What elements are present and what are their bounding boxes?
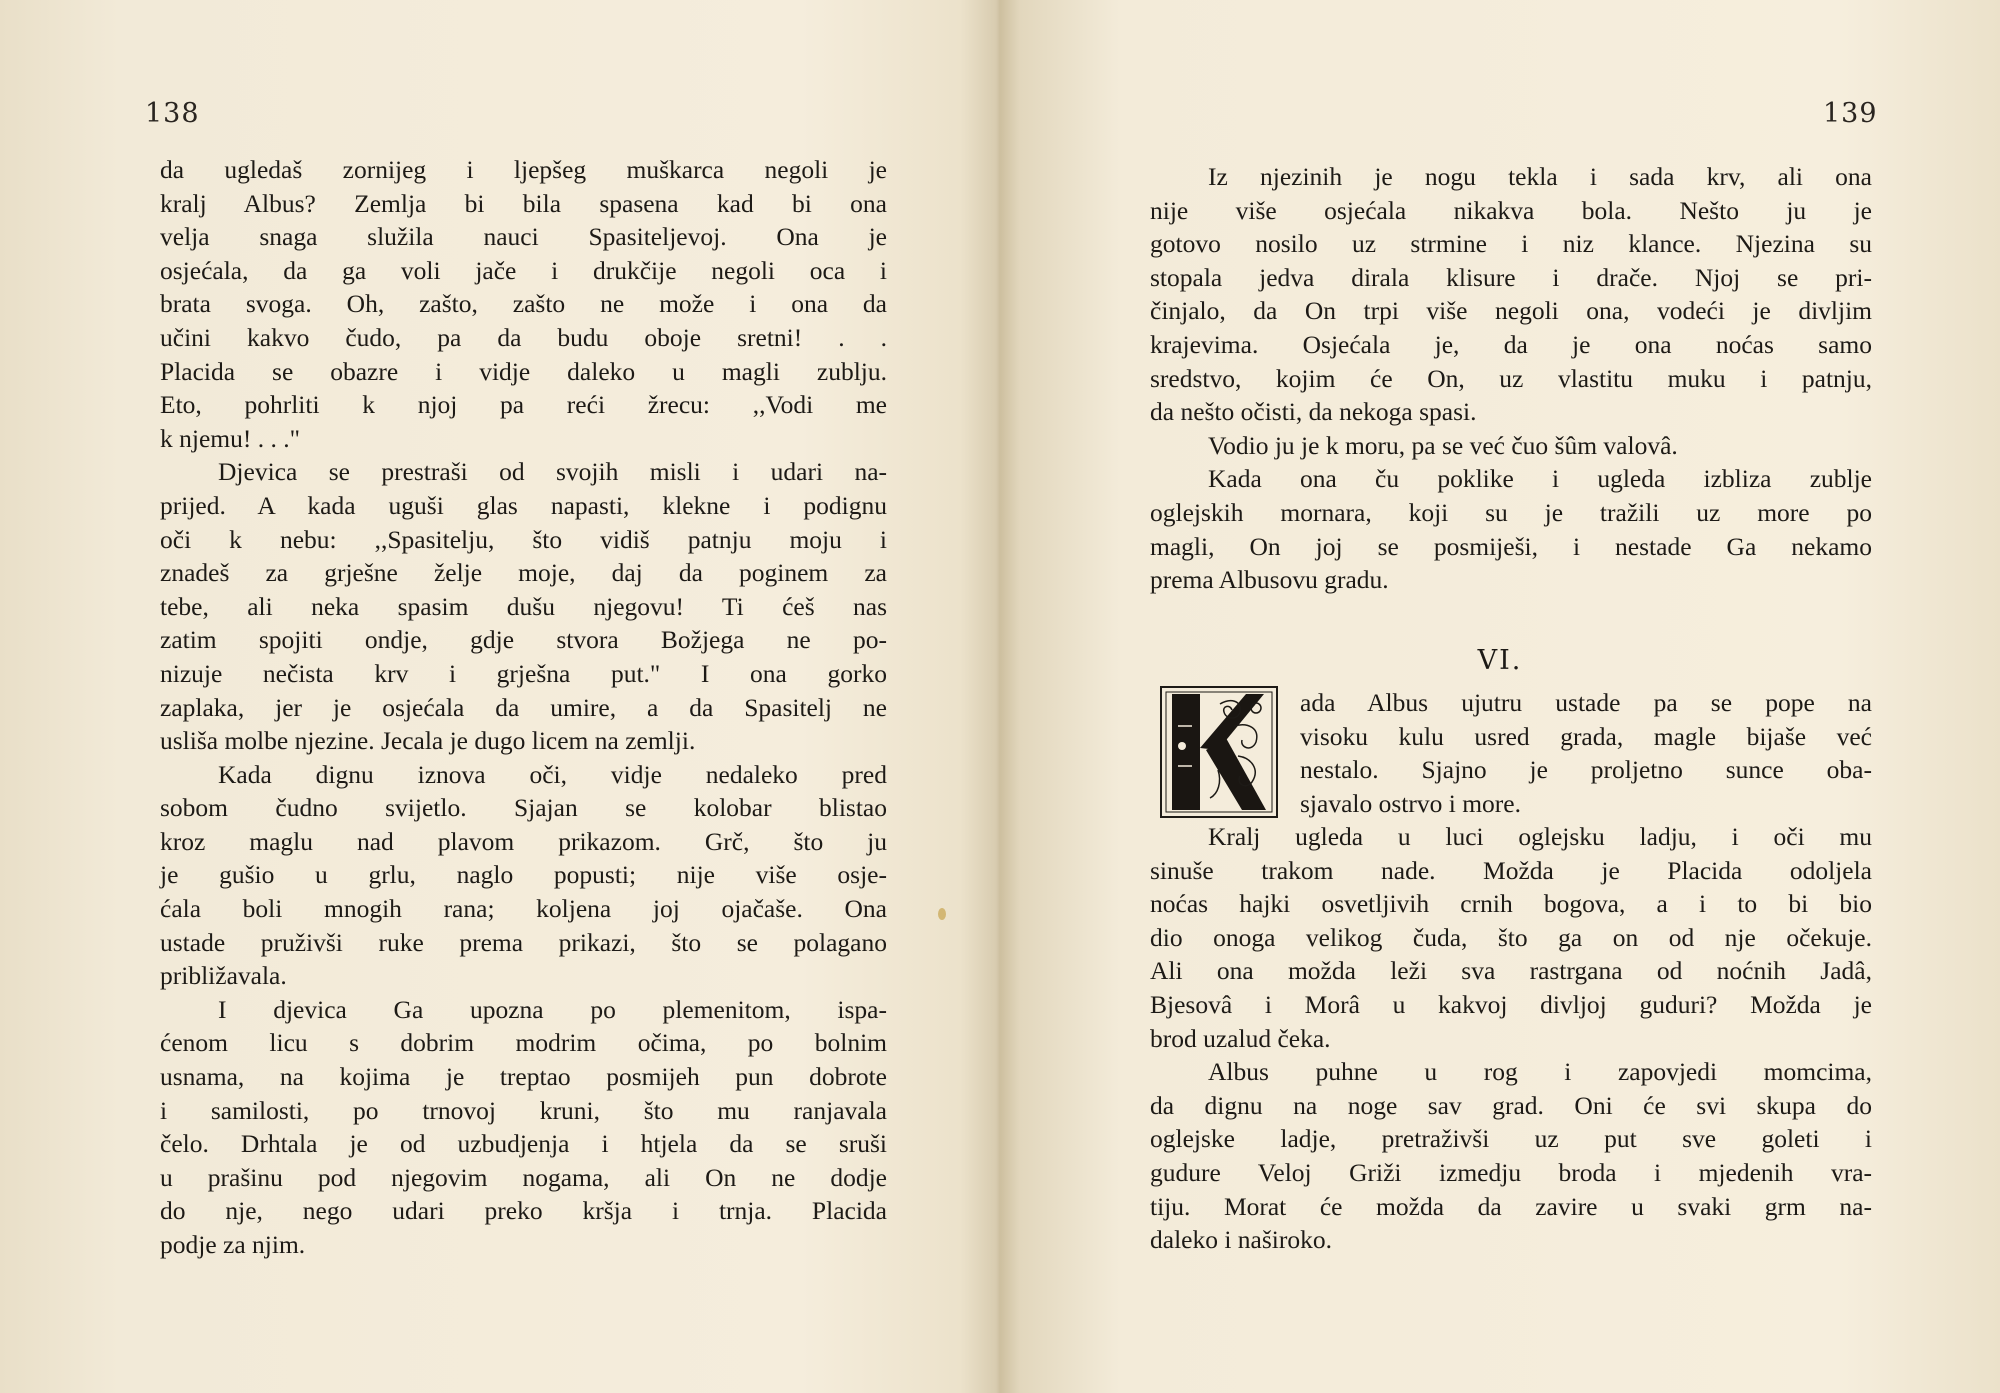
text-line: Albus puhne u rog i zapovjedi momcima, <box>1208 1057 1872 1087</box>
text-line: usnama, na kojima je treptao posmijeh pun dobrote <box>160 1062 887 1092</box>
text-line: nije više osjećala nikakva bola. Nešto ju je <box>1150 195 1872 225</box>
text-line: sobom čudno svijetlo. Sjajan se kolobar blistao <box>160 793 887 823</box>
text-line: Kada ona ču poklike i ugleda izbliza zublje <box>1208 464 1872 494</box>
text-line: sredstvo, kojim će On, uz vlastitu muku i patnju, <box>1150 363 1872 393</box>
text-line: činjalo, da On trpi više negoli ona, vodeći je divljim <box>1150 296 1872 326</box>
text-line: čelo. Drhtala je od uzbudjenja i htjela da se sruši <box>160 1129 887 1159</box>
text-line: gudure Veloj Griži izmedju broda i mjedenih vra- <box>1150 1157 1872 1187</box>
text-line: sinuše trakom nade. Možda je Placida odoljela <box>1150 855 1872 885</box>
text-line: daleko i naširoko. <box>1150 1225 1332 1255</box>
text-line: da ugledaš zornijeg i ljepšeg muškarca negoli je <box>160 155 887 184</box>
text-line: oglejskih mornara, koji su je tražili uz more po <box>1150 497 1872 527</box>
text-line: do nje, nego udari preko kršja i trnja. Placida <box>160 1196 887 1226</box>
text-line: Iz njezinih je nogu tekla i sada krv, ali ona <box>1208 162 1872 191</box>
text-line: velja snaga služila nauci Spasiteljevoj. Ona je <box>160 222 887 252</box>
page-number: 138 <box>145 98 200 129</box>
text-line: ustade pruživši ruke prema prikazi, što se polagano <box>160 927 887 957</box>
body-text <box>1150 160 1872 597</box>
text-line: prijed. A kada uguši glas napasti, klekne i podignu <box>160 490 887 520</box>
text-line: znadeš za grješne želje moje, daj da poginem za <box>160 558 887 588</box>
text-line: u prašinu pod njegovim nogama, ali On ne dodje <box>160 1162 887 1192</box>
text-line: približavala. <box>160 961 287 991</box>
text-line: tebe, ali neka spasim dušu njegovu! Ti ćeš nas <box>160 591 887 621</box>
after-cap-text <box>1300 686 1872 820</box>
text-line: je gušio u grlu, naglo popusti; nije više osje- <box>160 860 887 890</box>
text-line: učini kakvo čudo, pa da budu oboje sretni! . . <box>160 322 887 352</box>
text-line: da nešto očisti, da nekoga spasi. <box>1150 397 1477 427</box>
text-line: stopala jedva dirala klisure i drače. Njoj se pri- <box>1150 262 1872 292</box>
text-line: zaplaka, jer je osjećala da umire, a da Spasitelj ne <box>160 692 887 722</box>
text-line: zatim spojiti ondje, gdje stvora Božjega ne po- <box>160 625 887 655</box>
text-line: sjavalo ostrvo i more. <box>1300 788 1521 818</box>
text-line: gotovo nosilo uz strmine i niz klance. Njezina su <box>1150 229 1872 259</box>
text-line: Eto, pohrliti k njoj pa reći žrecu: ,,Vodi me <box>160 390 887 420</box>
text-line: oči k nebu: ,,Spasitelju, što vidiš patnju moju i <box>160 524 887 554</box>
text-line: usliša molbe njezine. Jecala je dugo licem na zemlji. <box>160 726 696 756</box>
text-line: podje za njim. <box>160 1230 306 1259</box>
decorative-drop-cap <box>1160 686 1278 818</box>
paper-spot <box>938 908 946 920</box>
body-text <box>1150 820 1872 1257</box>
text-line: da dignu na noge sav grad. Oni će svi skupa do <box>1150 1090 1872 1120</box>
body-text <box>160 153 887 1262</box>
right-page <box>1000 0 2000 1393</box>
text-line: Kada dignu iznova oči, vidje nedaleko pred <box>218 759 887 789</box>
text-line: noćas hajki osvetljivih crnih bogova, a i to bi bio <box>1150 889 1872 919</box>
text-line: oglejske ladje, pretraživši uz put sve goleti i <box>1150 1124 1872 1154</box>
text-line: dio onoga velikog čuda, što ga on od nje očekuje. <box>1150 922 1872 952</box>
text-line: Ali ona možda leži sva rastrgana od noćnih Jadâ, <box>1150 956 1872 986</box>
text-line: brata svoga. Oh, zašto, zašto ne može i ona da <box>160 289 887 319</box>
text-line: visoku kulu usred grada, magle bijaše već <box>1300 721 1872 751</box>
text-line: ćala boli mnogih rana; koljena joj ojačaše. Ona <box>160 894 887 924</box>
text-line: kralj Albus? Zemlja bi bila spasena kad bi ona <box>160 188 887 218</box>
text-line: nizuje nečista krv i grješna put." I ona gorko <box>160 658 887 688</box>
text-line: Placida se obazre i vidje daleko u magli zublju. <box>160 356 887 386</box>
text-line: ćenom licu s dobrim modrim očima, po bolnim <box>160 1028 887 1058</box>
text-line: prema Albusovu gradu. <box>1150 565 1389 595</box>
text-line: k njemu! . . ." <box>160 423 301 453</box>
text-line: kroz maglu nad plavom prikazom. Grč, što ju <box>160 826 887 856</box>
text-line: brod uzalud čeka. <box>1150 1023 1331 1053</box>
text-line: Djevica se prestraši od svojih misli i udari na- <box>218 457 887 487</box>
text-line: ada Albus ujutru ustade pa se pope na <box>1300 688 1872 717</box>
text-line: Bjesovâ i Morâ u kakvoj divljoj guduri? Možda je <box>1150 989 1872 1019</box>
text-line: krajevima. Osjećala je, da je ona noćas samo <box>1150 329 1872 359</box>
chapter-heading: VI. <box>1477 645 1523 676</box>
text-line: Kralj ugleda u luci oglejsku ladju, i oči mu <box>1208 822 1872 851</box>
text-line: nestalo. Sjajno je proljetno sunce oba- <box>1300 755 1872 785</box>
text-line: i samilosti, po trnovoj kruni, što mu ranjavala <box>160 1095 887 1125</box>
text-line: tiju. Morat će možda da zavire u svaki grm na- <box>1150 1191 1872 1221</box>
text-line: Vodio ju je k moru, pa se već čuo šûm valovâ. <box>1208 430 1678 460</box>
text-line: magli, On joj se posmiješi, i nestade Ga nekamo <box>1150 531 1872 561</box>
page-number: 139 <box>1823 98 1878 129</box>
text-line: I djevica Ga upozna po plemenitom, ispa- <box>218 994 887 1024</box>
text-line: osjećala, da ga voli jače i drukčije negoli oca i <box>160 255 887 285</box>
